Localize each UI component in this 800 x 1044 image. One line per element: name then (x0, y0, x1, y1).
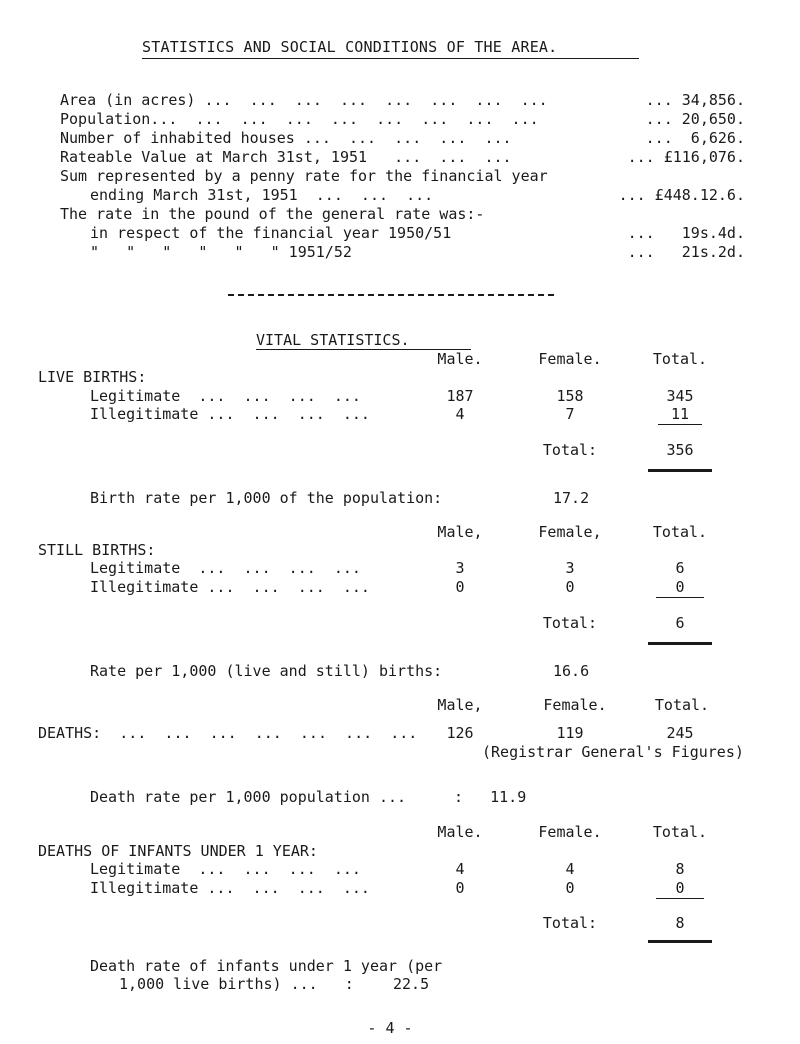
summary-label-houses: Number of inhabited houses ... ... ... ... ... (60, 129, 512, 147)
live-legit-total: 345 (666, 387, 694, 405)
infant-row-label: Legitimate ... ... ... ... (90, 860, 361, 878)
live-row-label: Legitimate ... ... ... ... (90, 387, 361, 405)
summary-value-houses: ... 6,626. (645, 129, 745, 147)
infant-total-label: Total: (542, 914, 598, 932)
still-legit-male: 3 (455, 559, 465, 577)
summary-label-rateable-value: Rateable Value at March 31st, 1951 ... ... ... (60, 148, 512, 166)
col-male: Male, (437, 523, 483, 541)
col-total: Total. (652, 350, 708, 368)
grand-total-rule (648, 469, 712, 472)
summary-label-penny-rate: Sum represented by a penny rate for the financial year (60, 167, 548, 185)
summary-label-rate-1950: in respect of the financial year 1950/51 (90, 224, 452, 242)
live-births-heading: LIVE BIRTHS: (38, 368, 147, 386)
summary-label-area: Area (in acres) ... ... ... ... ... ... ... ... (60, 91, 548, 109)
still-births-heading: STILL BIRTHS: (38, 541, 156, 559)
col-total: Total. (652, 823, 708, 841)
grand-total-rule (648, 940, 712, 943)
summary-label-rate-1951: " " " " " " 1951/52 (90, 243, 352, 261)
vital-statistics-heading: VITAL STATISTICS. (256, 331, 410, 349)
page-title: STATISTICS AND SOCIAL CONDITIONS OF THE AREA. (142, 38, 558, 56)
infant-row-label: Illegitimate ... ... ... ... (90, 879, 370, 897)
total-underline (658, 424, 702, 425)
deaths-heading: DEATHS: ... ... ... ... ... ... ... (38, 724, 418, 742)
summary-label-general-rate: The rate in the pound of the general rate was:- (60, 205, 485, 223)
live-legit-male: 187 (446, 387, 474, 405)
summary-label-penny-rate-cont: ending March 31st, 1951 ... ... ... (90, 186, 434, 204)
summary-value-rate-1951: ... 21s.2d. (627, 243, 745, 261)
live-illegit-female: 7 (565, 405, 575, 423)
still-rate-label: Rate per 1,000 (live and still) births: (90, 662, 443, 680)
col-female: Female, (538, 523, 602, 541)
still-row-label: Illegitimate ... ... ... ... (90, 578, 370, 596)
still-illegit-female: 0 (565, 578, 575, 596)
infant-legit-female: 4 (565, 860, 575, 878)
infant-illegit-female: 0 (565, 879, 575, 897)
summary-value-rate-1950: ... 19s.4d. (627, 224, 745, 242)
total-underline (656, 597, 704, 598)
death-rate-value: : 11.9 (454, 788, 527, 806)
title-underline (142, 58, 639, 59)
birth-rate-value: 17.2 (553, 489, 590, 507)
infant-legit-total: 8 (675, 860, 685, 878)
still-legit-female: 3 (565, 559, 575, 577)
summary-value-rateable-value: ... £116,076. (627, 148, 745, 166)
col-male: Male, (437, 696, 483, 714)
still-illegit-male: 0 (455, 578, 465, 596)
summary-value-population: ... 20,650. (645, 110, 745, 128)
live-total-label: Total: (542, 441, 598, 459)
live-row-label: Illegitimate ... ... ... ... (90, 405, 370, 423)
live-grand-total: 356 (666, 441, 694, 459)
still-legit-total: 6 (675, 559, 685, 577)
still-illegit-total: 0 (675, 578, 685, 596)
summary-value-area: ... 34,856. (645, 91, 745, 109)
still-rate-value: 16.6 (553, 662, 590, 680)
summary-label-population: Population... ... ... ... ... ... ... ... ... (60, 110, 539, 128)
infant-grand-total: 8 (675, 914, 685, 932)
col-female: Female. (543, 696, 607, 714)
deaths-male: 126 (446, 724, 474, 742)
infant-legit-male: 4 (455, 860, 465, 878)
col-male: Male. (437, 823, 483, 841)
still-total-label: Total: (542, 614, 598, 632)
live-illegit-total: 11 (670, 405, 690, 423)
still-grand-total: 6 (675, 614, 685, 632)
col-female: Female. (538, 823, 602, 841)
infant-deaths-heading: DEATHS OF INFANTS UNDER 1 YEAR: (38, 842, 318, 860)
infant-illegit-total: 0 (675, 879, 685, 897)
infant-illegit-male: 0 (455, 879, 465, 897)
summary-value-penny-rate: ... £448.12.6. (618, 186, 745, 204)
infant-rate-value: 22.5 (393, 975, 430, 993)
deaths-total: 245 (666, 724, 694, 742)
col-female: Female. (538, 350, 602, 368)
birth-rate-label: Birth rate per 1,000 of the population: (90, 489, 443, 507)
deaths-source-note: (Registrar General's Figures) (482, 743, 744, 761)
col-total: Total. (654, 696, 710, 714)
col-male: Male. (437, 350, 483, 368)
infant-rate-label-cont: 1,000 live births) ... : (119, 975, 354, 993)
deaths-female: 119 (556, 724, 584, 742)
still-row-label: Legitimate ... ... ... ... (90, 559, 361, 577)
col-total: Total. (652, 523, 708, 541)
infant-rate-label: Death rate of infants under 1 year (per (90, 957, 443, 975)
death-rate-label: Death rate per 1,000 population ... (90, 788, 407, 806)
live-illegit-male: 4 (455, 405, 465, 423)
live-legit-female: 158 (556, 387, 584, 405)
grand-total-rule (648, 642, 712, 645)
page-number: - 4 - (367, 1019, 413, 1037)
total-underline (656, 898, 704, 899)
section-divider (228, 294, 554, 296)
